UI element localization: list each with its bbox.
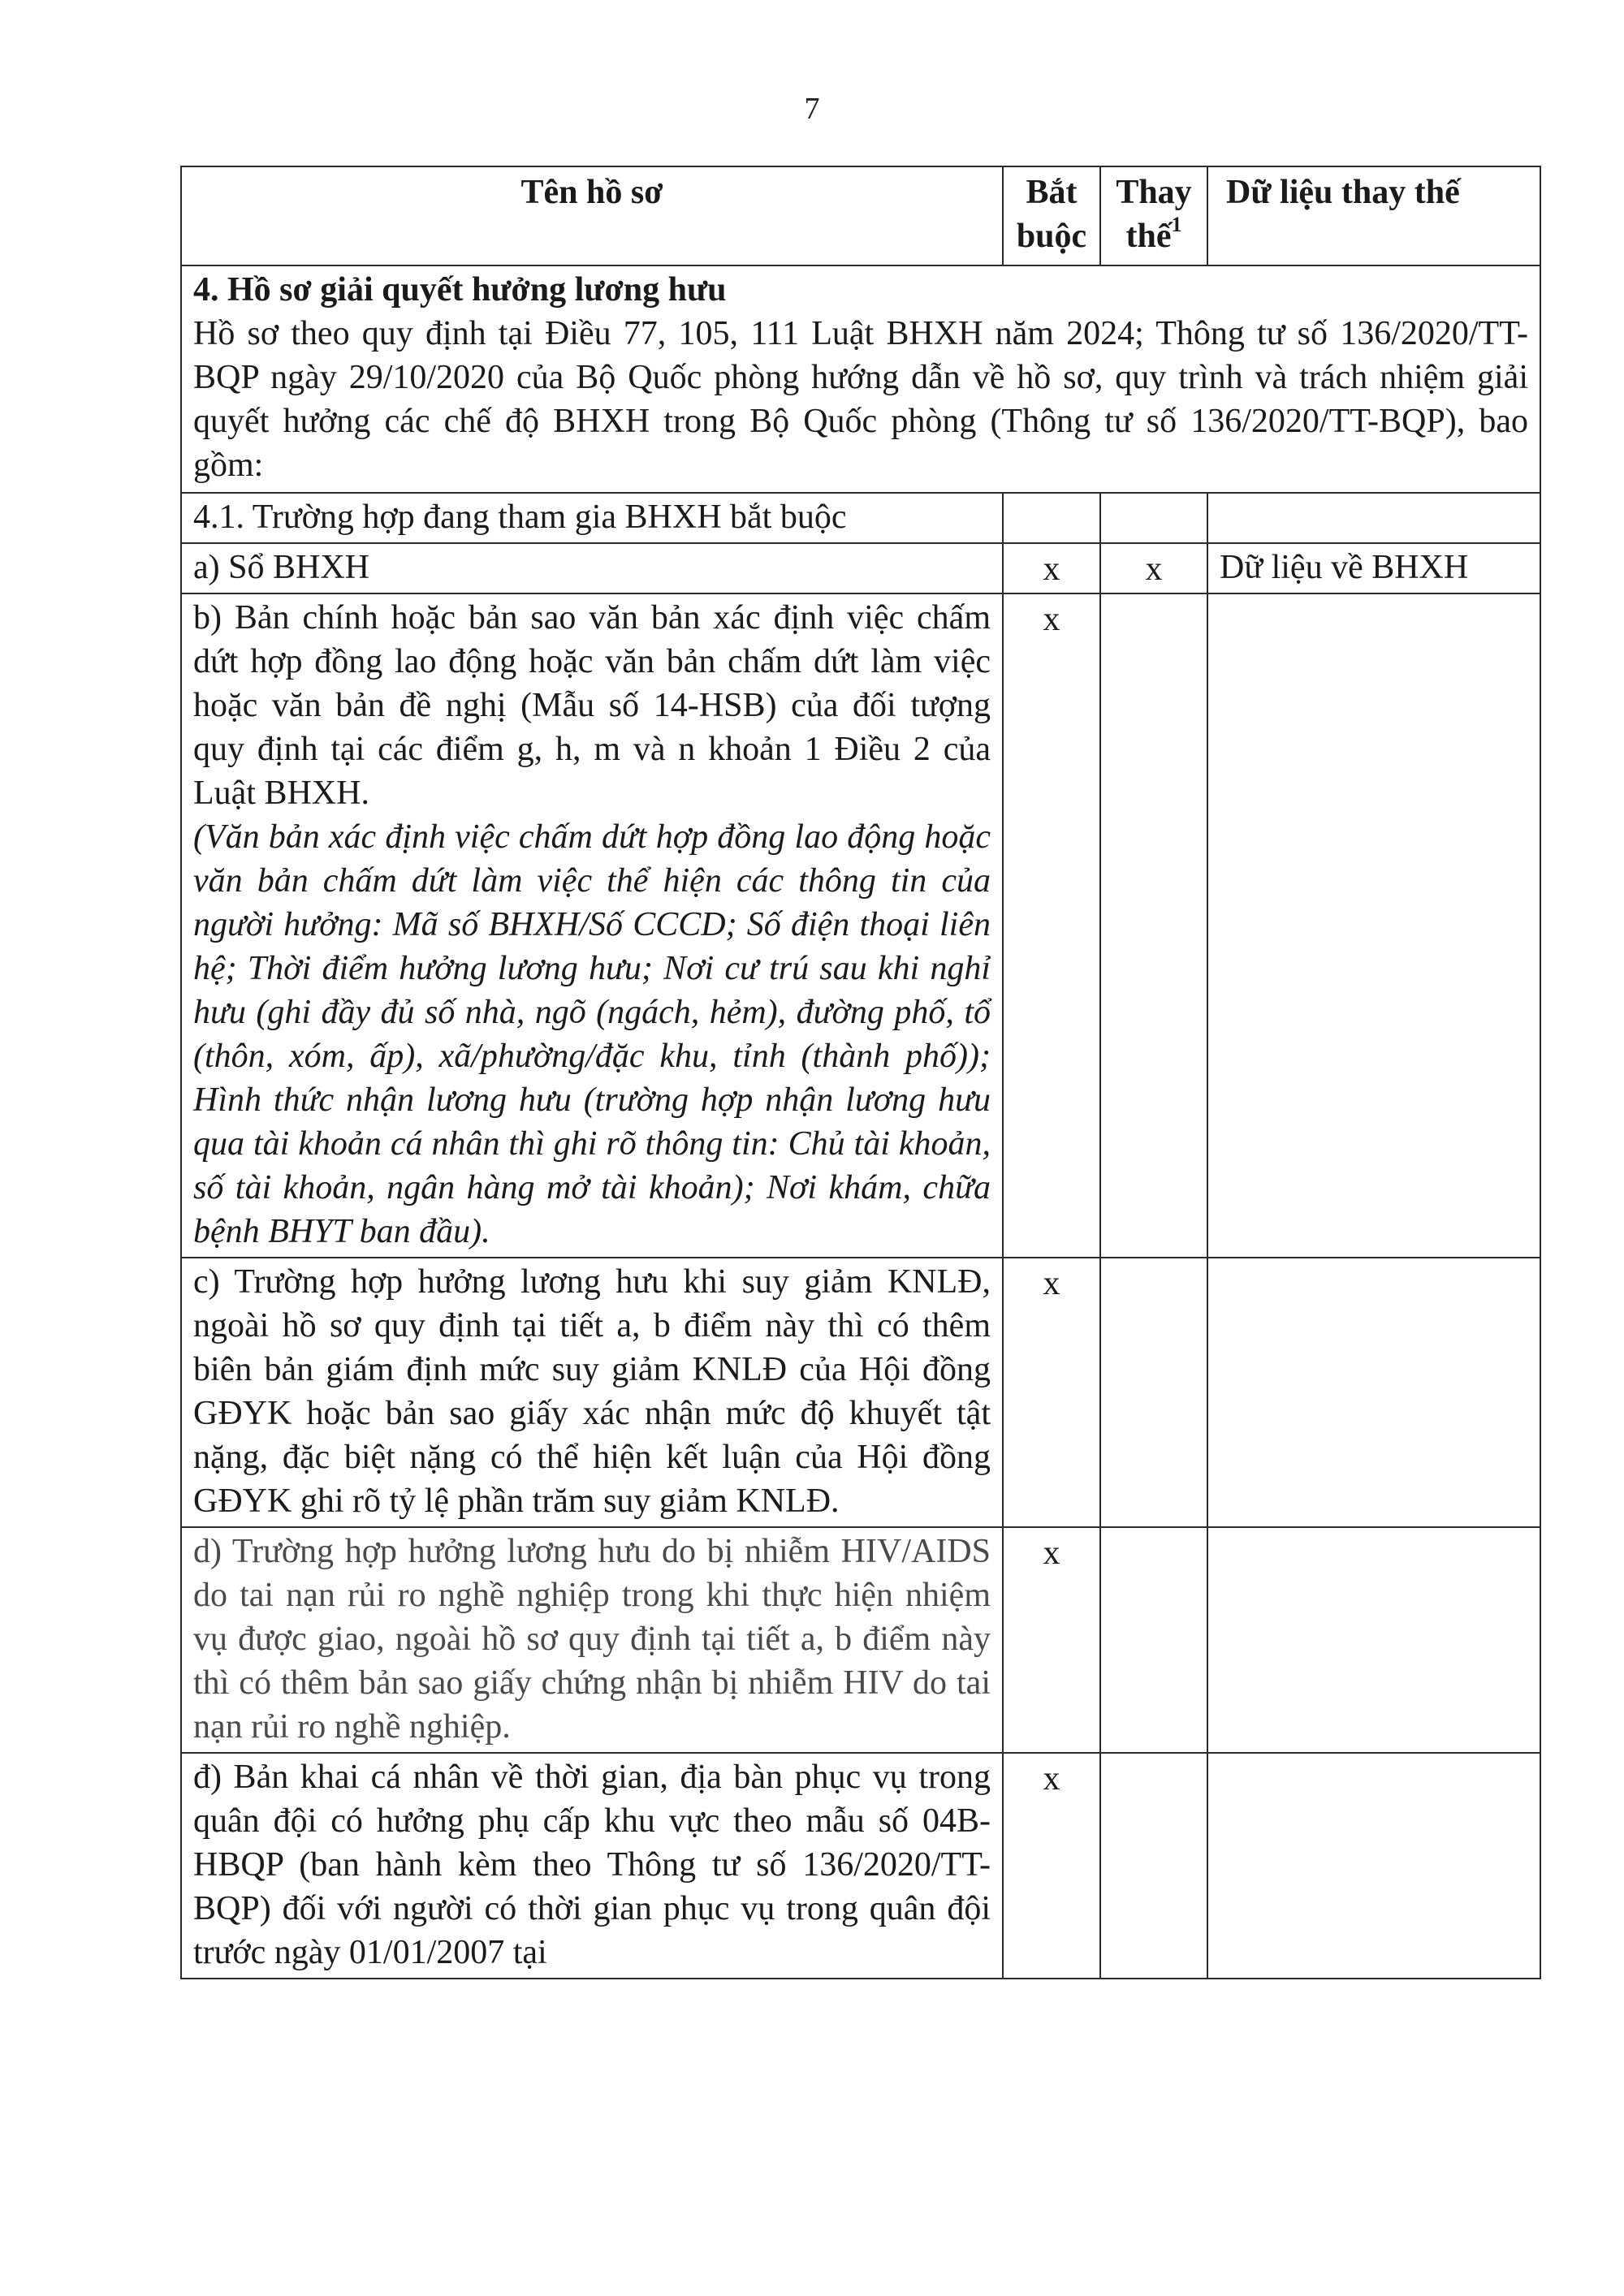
footnote-marker: 1 [1171, 213, 1182, 236]
table-row [181, 1258, 1540, 1527]
replace-mark: x [1100, 543, 1207, 593]
mandatory-mark: x [1003, 1753, 1100, 1979]
record-note: (Văn bản xác định việc chấm dứt hợp đồng lao động hoặc văn bản chấm dứt làm việc thể hiện các thông tin của người hưởng: Mã số BHXH/Số CCCD; Số điện thoại liên hệ; Thời điểm hưởng lương hưu; Nơi cư trú sau khi nghỉ hưu (ghi đầy đủ số nhà, ngõ (ngách, hẻm), đường phố, tổ (thôn, xóm, ấp), xã/phường/đặc khu, tỉnh (thành phố)); Hình thức nhận lương hưu (trường hợp nhận lương hưu qua tài khoản cá nhân thì ghi rõ thông tin: Chủ tài khoản, số tài khoản, ngân hàng mở tài khoản); Nơi khám, chữa bệnh BHYT ban đầu). [193, 818, 991, 1250]
mandatory-mark: x [1003, 1527, 1100, 1753]
replacement-data [1207, 1258, 1540, 1527]
header-record-name: Tên hồ sơ [181, 166, 1003, 265]
empty-cell [1207, 493, 1540, 543]
record-name: c) Trường hợp hưởng lương hưu khi suy giảm KNLĐ, ngoài hồ sơ quy định tại tiết a, b điểm này thì có thêm biên bản giám định mức suy giảm KNLĐ của Hội đồng GĐYK hoặc bản sao giấy xác nhận mức độ khuyết tật nặng, đặc biệt nặng có thể hiện kết luận của Hội đồng GĐYK ghi rõ tỷ lệ phần trăm suy giảm KNLĐ. [181, 1258, 1003, 1527]
replacement-data [1207, 1753, 1540, 1979]
replacement-data [1207, 1527, 1540, 1753]
table-header-row [181, 166, 1540, 265]
records-table [180, 166, 1541, 1979]
section-title: 4. Hồ sơ giải quyết hưởng lương hưu [193, 271, 727, 309]
record-name: a) Sổ BHXH [181, 543, 1003, 593]
section-cell [181, 265, 1540, 493]
header-replace: Thay thế$^1$ [1100, 166, 1207, 265]
table-row [181, 543, 1540, 593]
mandatory-mark: x [1003, 1258, 1100, 1527]
table-row [181, 593, 1540, 1258]
replace-mark [1100, 593, 1207, 1258]
replace-mark [1100, 1527, 1207, 1753]
record-name-cell [181, 593, 1003, 1258]
header-replacement-data: Dữ liệu thay thế [1207, 166, 1540, 265]
record-name: b) Bản chính hoặc bản sao văn bản xác định việc chấm dứt hợp đồng lao động hoặc văn bản chấm dứt làm việc hoặc văn bản đề nghị (Mẫu số 14-HSB) của đối tượng quy định tại các điểm g, h, m và n khoản 1 Điều 2 của Luật BHXH. [193, 599, 991, 812]
record-name: d) Trường hợp hưởng lương hưu do bị nhiễm HIV/AIDS do tai nạn rủi ro nghề nghiệp trong khi thực hiện nhiệm vụ được giao, ngoài hồ sơ quy định tại tiết a, b điểm này thì có thêm bản sao giấy chứng nhận bị nhiễm HIV do tai nạn rủi ro nghề nghiệp. [181, 1527, 1003, 1753]
section-row [181, 265, 1540, 493]
page-number: 7 [804, 92, 820, 126]
header-mandatory: Bắt buộc [1003, 166, 1100, 265]
replace-mark [1100, 1258, 1207, 1527]
subsection-row [181, 493, 1540, 543]
replacement-data: Dữ liệu về BHXH [1207, 543, 1540, 593]
replacement-data [1207, 593, 1540, 1258]
mandatory-mark: x [1003, 543, 1100, 593]
table-row [181, 1753, 1540, 1979]
table-row [181, 1527, 1540, 1753]
empty-cell [1100, 493, 1207, 543]
subsection-title: 4.1. Trường hợp đang tham gia BHXH bắt buộc [181, 493, 1003, 543]
record-name: đ) Bản khai cá nhân về thời gian, địa bàn phục vụ trong quân đội có hưởng phụ cấp khu vực theo mẫu số 04B-HBQP (ban hành kèm theo Thông tư số 136/2020/TT-BQP) đối với người có thời gian phục vụ trong quân đội trước ngày 01/01/2007 tại [181, 1753, 1003, 1979]
empty-cell [1003, 493, 1100, 543]
section-body: Hồ sơ theo quy định tại Điều 77, 105, 111 Luật BHXH năm 2024; Thông tư số 136/2020/TT-BQP ngày 29/10/2020 của Bộ Quốc phòng hướng dẫn về hồ sơ, quy trình và trách nhiệm giải quyết hưởng các chế độ BHXH trong Bộ Quốc phòng (Thông tư số 136/2020/TT-BQP), bao gồm: [193, 315, 1528, 484]
replace-mark [1100, 1753, 1207, 1979]
mandatory-mark: x [1003, 593, 1100, 1258]
